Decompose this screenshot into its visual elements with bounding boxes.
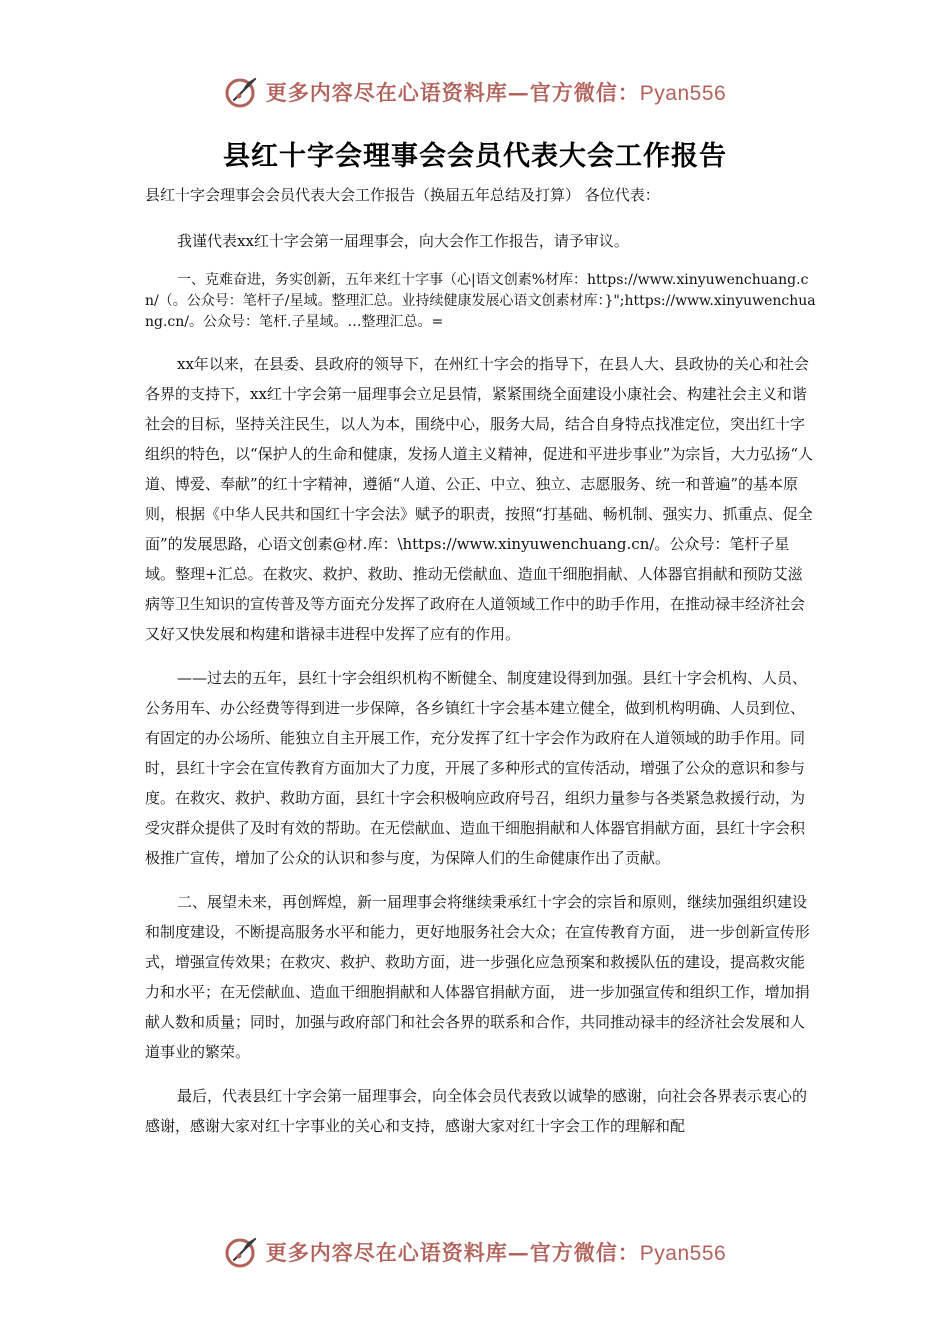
body-paragraph: xx年以来，在县委、县政府的领导下，在州红十字会的指导下，在县人大、县政协的关心和社会各界的支持下，xx红十字会第一届理事会立足县情，紧紧围绕全面建设小康社会、构建社会主义和谐社会的目标，坚持关注民生，以人为本，围绕中心，服务大局，结合自身特点找准定位，突出红十字组织的特色，以“保护人的生命和健康，发扬人道主义精神，促进和平进步事业”为宗旨，大力弘扬“人道、博爱、奉献”的红十字精神，遵循“人道、公正、中立、独立、志愿服务、统一和普遍”的基本原则，根据《中华人民共和国红十字会法》赋予的职责，按照“打基础、畅机制、强实力、抓重点、促全面”的发展思路，心语文创素@材.库：\https://www.xinyuwenchuang.cn/。公众号：笔杆子星域。整理+汇总。在救灾、救护、救助、推动无偿献血、造血干细胞捐献、人体器官捐献和预防艾滋病等卫生知识的宣传普及等方面充分发挥了政府在人道领域工作中的助手作用，在推动禄丰经济社会又好又快发展和构建和谐禄丰进程中发挥了应有的作用。 — [145, 355, 814, 643]
watermark-banner-top — [0, 72, 950, 112]
quill-logo-icon — [224, 74, 260, 110]
intro-line: 县红十字会理事会会员代表大会工作报告（换届五年总结及打算） 各位代表： — [145, 186, 660, 204]
wechat-id: Pyan556 — [639, 1242, 727, 1265]
watermark-text: 更多内容尽在心语资料库—官方微信：Pyan556 — [265, 1240, 727, 1265]
document-body — [145, 180, 817, 1155]
body-paragraph: ——过去的五年，县红十字会组织机构不断健全、制度建设得到加强。县红十字会机构、人员、公务用车、办公经费等得到进一步保障，各乡镇红十字会基本建立健全，做到机构明确、人员到位、有固定的办公场所、能独立自主开展工作，充分发挥了红十字会作为政府在人道领域的助手作用。同时，县红十字会在宣传教育方面加大了力度，开展了多种形式的宣传活动，增强了公众的意识和参与度。在救灾、救护、救助方面，县红十字会积极响应政府号召，组织力量参与各类紧急救援行动，为受灾群众提供了及时有效的帮助。在无偿献血、造血干细胞捐献和人体器官捐献方面，县红十字会积极推广宣传，增加了公众的认识和参与度，为保障人们的生命健康作出了贡献。 — [145, 669, 808, 867]
section-two-paragraph: 二、展望未来，再创辉煌，新一届理事会将继续秉承红十字会的宗旨和原则，继续加强组织建设和制度建设，不断提高服务水平和能力，更好地服务社会大众；在宣传教育方面， 进一步创新宣传形式，增强宣传效果；在救灾、救护、救助方面，进一步强化应急预案和救援队伍的建设，提高救灾能力和水平；在无偿献血、造血干细胞捐献和人体器官捐献方面， 进一步加强宣传和组织工作，增加捐献人数和质量；同时，加强与政府部门和社会各界的联系和合作，共同推动禄丰的经济社会发展和人道事业的繁荣。 — [145, 893, 810, 1061]
watermark-text: 更多内容尽在心语资料库—官方微信：Pyan556 — [265, 80, 727, 105]
section-one-heading: 一、克难奋进，务实创新，五年来红十字事（心|语文创素%材库：https://www.xinyuwenchuang.cn/（。公众号：笔杆子/星域。整理汇总。业持续健康发展心语文创素材库：}";https://www.xinyuwenchuang.cn/。公众号：笔杆.子星域。…整理汇总。= — [145, 272, 816, 330]
wechat-id: Pyan556 — [639, 82, 727, 105]
watermark-banner-bottom — [0, 1232, 950, 1272]
closing-paragraph: 最后，代表县红十字会第一届理事会，向全体会员代表致以诚挚的感谢，向社会各界表示衷心的感谢，感谢大家对红十字事业的关心和支持，感谢大家对红十字会工作的理解和配 — [145, 1087, 808, 1135]
document-title: 县红十字会理事会会员代表大会工作报告 — [223, 141, 727, 172]
quill-logo-icon — [224, 1234, 260, 1270]
opening-paragraph: 我谨代表xx红十字会第一届理事会，向大会作工作报告，请予审议。 — [177, 232, 629, 250]
